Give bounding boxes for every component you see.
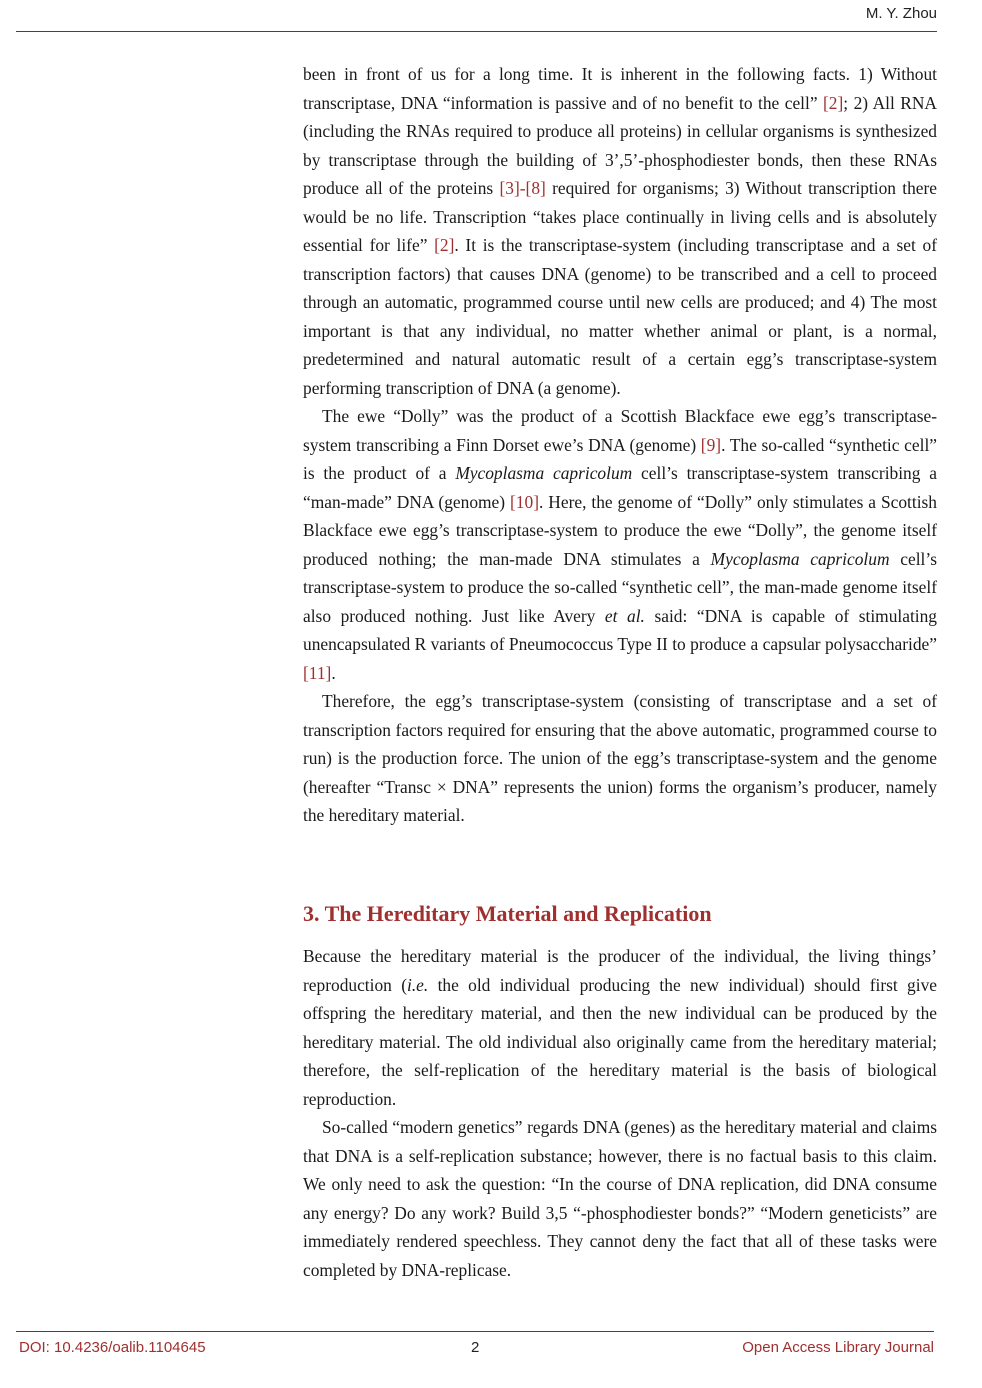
text-run: required for organisms; 3) Without transcription there would be no life. Transcription “takes place continually in living cells and is absolutely essential for life” xyxy=(303,178,938,255)
ie-abbrev: i.e. xyxy=(406,974,429,995)
text-run: cell’s transcriptase-system transcribing a “man-made” DNA (genome) xyxy=(303,463,937,512)
text-run: been in front of us for a long time. It is inherent in the following facts. 1) Without transcriptase, DNA “information is passive and of no benefit to the cell” xyxy=(303,64,937,113)
citation-link[interactable]: [11] xyxy=(303,662,332,683)
text-run: . It is the transcriptase-system (including transcriptase and a set of transcription factors) that causes DNA (genome) to be transcribed and a cell to proceed through an automatic, programmed course until new cells are produced; and 4) The most important is that any individual, no matter whether animal or plant, is a normal, predetermined and natural automatic result of a certain egg’s transcriptase-system performing transcription of DNA (a genome). xyxy=(303,235,937,398)
paragraph-dolly xyxy=(303,402,937,687)
text-run: . The so-called “synthetic cell” is the product of a xyxy=(303,434,937,483)
section-heading: 3. The Hereditary Material and Replication xyxy=(303,901,712,926)
text-run: . xyxy=(331,662,336,683)
body-column xyxy=(303,60,937,830)
et-al: et al. xyxy=(604,605,645,626)
footer-doi-link[interactable]: DOI: 10.4236/oalib.1104645 xyxy=(19,1339,206,1356)
text-run: Because the hereditary material is the producer of the individual, the living things’ reproduction ( xyxy=(303,946,937,995)
paragraph-hereditary-material xyxy=(303,942,937,1113)
citation-link[interactable]: [2] xyxy=(823,92,844,113)
citation-link[interactable]: [2] xyxy=(434,235,455,255)
paragraph-production-force: Therefore, the egg’s transcriptase-system (consisting of transcriptase and a set of transcription factors required for ensuring that the above automatic, programmed course to run) is the production force. The union of the egg’s transcriptase-system and the genome (hereafter “Transc × DNA” represents the union) forms the organism’s producer, namely the hereditary material. xyxy=(303,691,937,825)
body-column-section3 xyxy=(303,942,937,1284)
text-run: the old individual producing the new individual) should first give offspring the hereditary material, and then the new individual can be produced by the hereditary material. The old individual also originally came from the hereditary material; therefore, the self-replication of the hereditary material is the basis of biological reproduction. xyxy=(303,974,937,1109)
footer-rule xyxy=(16,1331,934,1332)
citation-link[interactable]: [3]-[8] xyxy=(499,178,546,198)
species-name: Mycoplasma capricolum xyxy=(455,463,633,483)
text-run: said: “DNA is capable of stimulating unencapsulated R variants of Pneumococcus Type II to produce a capsular polysaccharide” xyxy=(303,605,938,654)
footer-page-number: 2 xyxy=(471,1339,480,1356)
paragraph-facts xyxy=(303,60,937,402)
paragraph-modern-genetics: So-called “modern genetics” regards DNA (genes) as the hereditary material and claims that DNA is a self-replication substance; however, there is no factual basis to this claim. We only need to ask the question: “In the course of DNA replication, did DNA consume any energy? Do any work? Build 3,5 “-phosphodiester bonds?” “Modern geneticists” are immediately rendered speechless. They cannot deny the fact that all of these tasks were completed by DNA-replicase. xyxy=(303,1117,937,1280)
text-run: cell’s transcriptase-system to produce the so-called “synthetic cell”, the man-made genome itself also produced nothing. Just like Avery xyxy=(303,548,937,626)
citation-link[interactable]: [9] xyxy=(700,434,722,455)
species-name: Mycoplasma capricolum xyxy=(710,548,890,569)
running-header-author: M. Y. Zhou xyxy=(865,5,937,22)
text-run: ; 2) All RNA (including the RNAs required to produce all proteins) in cellular organisms is synthesized by transcriptase through the building of 3’,5’-phosphodiester bonds, then these RNAs produce all of the proteins xyxy=(303,92,937,198)
citation-link[interactable]: [10] xyxy=(510,491,539,512)
footer-journal-name[interactable]: Open Access Library Journal xyxy=(742,1339,934,1356)
header-rule xyxy=(16,31,937,32)
text-run: The ewe “Dolly” was the product of a Scottish Blackface ewe egg’s transcriptase-system transcribing a Finn Dorset ewe’s DNA (genome) xyxy=(303,406,937,455)
text-run: . Here, the genome of “Dolly” only stimulates a Scottish Blackface ewe egg’s transcriptase-system to produce the ewe “Dolly”, the genome itself produced nothing; the man-made DNA stimulates a xyxy=(303,491,937,569)
